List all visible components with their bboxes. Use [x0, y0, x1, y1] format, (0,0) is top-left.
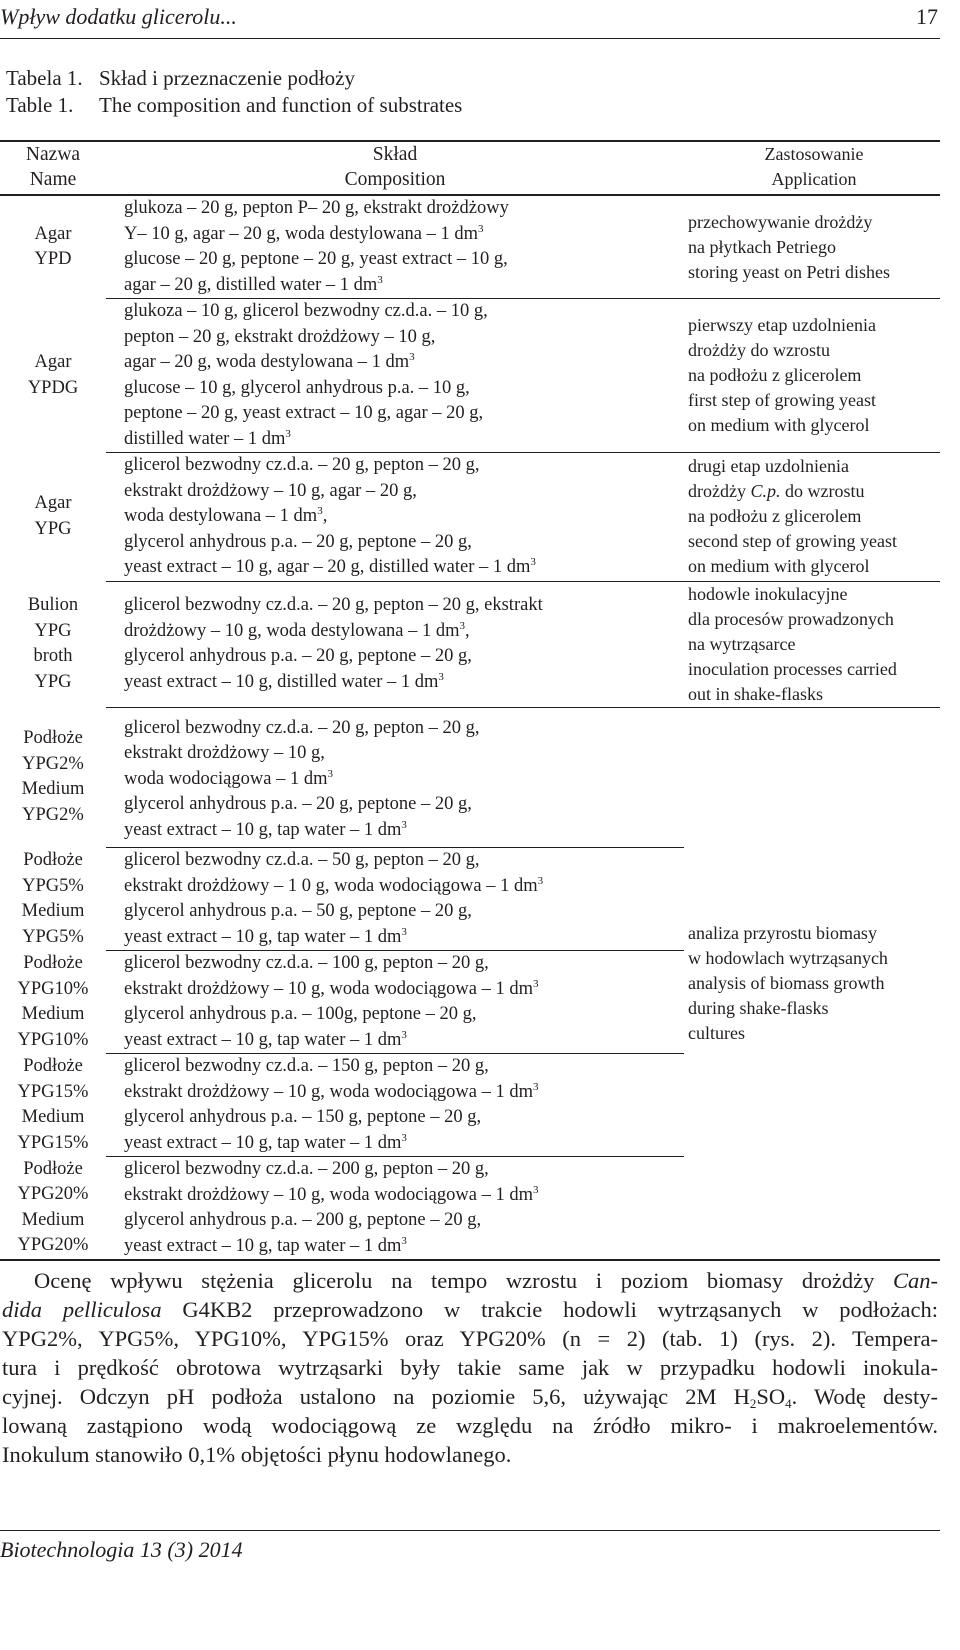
composition-line [124, 350, 684, 376]
name-line: Podłoże [23, 953, 83, 973]
table-row [0, 707, 940, 848]
name-line: Agar [34, 352, 72, 372]
composition-line [124, 555, 684, 581]
composition-text: yeast extract – 10 g, tap water – 1 dm [124, 1029, 402, 1050]
row-composition [106, 195, 684, 299]
composition-text: yeast extract – 10 g, tap water – 1 dm [124, 819, 402, 840]
composition-line: glukoza – 10 g, glicerol bezwodny cz.d.a. – 10 g, [124, 301, 488, 321]
row-application [684, 581, 940, 707]
composition-line: glicerol bezwodny cz.d.a. – 200 g, pepton – 20 g, [124, 1159, 489, 1179]
application-text: drożdży [688, 481, 751, 502]
composition-text: ekstrakt drożdżowy – 10 g, woda wodociągowa – 1 dm [124, 1184, 533, 1205]
composition-line: glucose – 20 g, peptone – 20 g, yeast extract – 10 g, [124, 249, 508, 269]
row-application [684, 195, 940, 299]
superscript: 3 [285, 427, 291, 440]
header-comp-pl: Skład [372, 144, 418, 165]
application-line: dla procesów prowadzonych [688, 608, 894, 629]
row-application [684, 453, 940, 582]
row-name [0, 951, 106, 1054]
name-line: YPDG [27, 377, 79, 398]
caption-label-pl: Tabela 1. [6, 66, 83, 90]
composition-line [124, 925, 684, 951]
table-row [0, 581, 940, 707]
superscript: 3 [532, 1183, 539, 1196]
name-line: YPG2% [22, 804, 84, 825]
composition-text: ekstrakt drożdżowy – 10 g, woda wodociągowa – 1 dm [124, 1081, 533, 1102]
application-line: first step of growing yeast [688, 390, 876, 410]
name-line: YPG10% [17, 978, 89, 999]
application-line: out in shake-flasks [688, 683, 823, 704]
composition-line [124, 504, 684, 530]
composition-line: glukoza – 20 g, pepton P– 20 g, ekstrakt drożdżowy [124, 198, 509, 218]
composition-line [124, 818, 684, 844]
composition-line: glycerol anhydrous p.a. – 100g, peptone – 20 g, [124, 1004, 477, 1024]
name-line: Podłoże [23, 1056, 83, 1076]
name-line: YPD [34, 249, 72, 270]
composition-line [124, 767, 684, 793]
shared-application [684, 707, 940, 1260]
composition-text: agar – 20 g, woda destylowana – 1 dm [124, 352, 410, 372]
composition-line: glycerol anhydrous p.a. – 50 g, peptone – 20 g, [124, 901, 472, 921]
name-line: YPG20% [17, 1184, 89, 1205]
composition-text: Y– 10 g, agar – 20 g, woda destylowana – 1 dm [124, 223, 479, 244]
table-header-row [0, 141, 940, 195]
composition-line: pepton – 20 g, ekstrakt drożdżowy – 10 g, [124, 326, 436, 347]
composition-line [124, 1183, 684, 1209]
superscript: 3 [438, 670, 444, 683]
superscript: 3 [532, 977, 539, 990]
row-name [0, 453, 106, 582]
name-line: Podłoże [23, 850, 83, 870]
composition-line: glycerol anhydrous p.a. – 150 g, peptone – 20 g, [124, 1107, 482, 1127]
row-name [0, 848, 106, 951]
name-line: YPG [34, 518, 72, 539]
composition-line [124, 1131, 684, 1157]
name-line: YPG20% [17, 1235, 89, 1256]
row-name [0, 1054, 106, 1157]
composition-line: glicerol bezwodny cz.d.a. – 50 g, pepton – 20 g, [124, 850, 480, 870]
composition-text: , [465, 620, 470, 641]
header-application [684, 141, 940, 195]
table-caption-en [6, 93, 462, 118]
row-composition [106, 453, 684, 582]
application-line: przechowywanie drożdży [688, 211, 873, 232]
table-caption-pl [6, 66, 355, 91]
name-line: YPG [34, 671, 72, 692]
row-composition [106, 707, 684, 848]
name-line: Podłoże [23, 728, 83, 749]
superscript: 3 [532, 1080, 539, 1093]
composition-line: glicerol bezwodny cz.d.a. – 100 g, pepton – 20 g, [124, 953, 489, 973]
superscript: 3 [537, 874, 544, 887]
application-line: storing yeast on Petri dishes [688, 261, 890, 282]
name-line: YPG15% [17, 1132, 89, 1153]
composition-line: glycerol anhydrous p.a. – 200 g, peptone – 20 g, [124, 1210, 482, 1230]
application-line: na podłożu z glicerolem [688, 365, 862, 385]
species-name: Can- [893, 1268, 938, 1293]
application-line: hodowle inokulacyjne [688, 583, 848, 604]
name-line: Medium [21, 779, 85, 800]
application-line: analiza przyrostu biomasy [688, 922, 877, 943]
paragraph-line: lowaną zastąpiono wodą wodociągową ze względu na źródło mikro- i makroelementów. [2, 1413, 938, 1438]
composition-text: distilled water – 1 dm [124, 428, 286, 449]
row-application [684, 299, 940, 453]
name-line: YPG5% [22, 926, 84, 947]
species-abbrev: C.p. [750, 481, 781, 502]
application-line: na podłożu z glicerolem [688, 506, 862, 527]
name-line: YPG10% [17, 1029, 89, 1050]
composition-line [124, 222, 684, 248]
composition-line: glycerol anhydrous p.a. – 20 g, peptone – 20 g, [124, 531, 472, 552]
application-line: on medium with glycerol [688, 415, 870, 435]
caption-text-pl: Skład i przeznaczenie podłoży [99, 66, 355, 90]
application-line: during shake-flasks [688, 997, 829, 1018]
composition-text: , [322, 506, 328, 526]
composition-line [124, 1080, 684, 1106]
caption-text-en: The composition and function of substrates [99, 93, 463, 117]
body-paragraph [2, 1266, 938, 1469]
name-line: Medium [21, 901, 85, 921]
row-name [0, 707, 106, 848]
subscript: 4 [785, 1396, 792, 1411]
composition-line: ekstrakt drożdżowy – 10 g, [124, 743, 325, 763]
row-composition [106, 848, 684, 951]
name-line: Agar [34, 493, 72, 514]
row-composition [106, 1054, 684, 1157]
composition-text: yeast extract – 10 g, tap water – 1 dm [124, 926, 402, 947]
composition-text: yeast extract – 10 g, tap water – 1 dm [124, 1235, 402, 1256]
superscript: 3 [401, 1234, 407, 1247]
name-line: Medium [21, 1209, 85, 1230]
superscript: 3 [401, 818, 407, 831]
table-row [0, 195, 940, 299]
composition-line: glicerol bezwodny cz.d.a. – 150 g, pepton – 20 g, [124, 1056, 489, 1076]
application-line: analysis of biomass growth [688, 972, 885, 993]
name-line: YPG [34, 620, 72, 641]
composition-text: yeast extract – 10 g, tap water – 1 dm [124, 1132, 402, 1153]
caption-label-en: Table 1. [6, 93, 74, 117]
composition-line [124, 977, 684, 1003]
application-line: drugi etap uzdolnienia [688, 456, 849, 477]
application-line: na płytkach Petriego [688, 236, 836, 257]
composition-line [124, 670, 684, 696]
row-composition [106, 951, 684, 1054]
application-line: cultures [688, 1022, 745, 1043]
composition-line [124, 619, 684, 645]
composition-text: ekstrakt drożdżowy – 10 g, woda wodociągowa – 1 dm [124, 978, 533, 999]
row-name [0, 1157, 106, 1261]
superscript: 3 [327, 767, 333, 780]
superscript: 3 [530, 555, 536, 568]
running-title: Wpływ dodatku glicerolu... [0, 4, 237, 29]
header-app-en: Application [771, 169, 857, 189]
superscript: 3 [401, 1028, 407, 1041]
paragraph-line: tura i prędkość obrotowa wytrząsarki były takie same jak w przypadku hodowli inokula- [2, 1355, 938, 1380]
composition-text: agar – 20 g, distilled water – 1 dm [124, 274, 378, 295]
name-line: Agar [34, 223, 72, 244]
row-composition [106, 581, 684, 707]
name-line: YPG2% [22, 753, 84, 774]
superscript: 3 [377, 273, 383, 286]
header-name [0, 141, 106, 195]
composition-line [124, 874, 684, 900]
table-row [0, 453, 940, 582]
footer-rule [0, 1530, 940, 1531]
composition-line: glucose – 10 g, glycerol anhydrous p.a. – 10 g, [124, 377, 470, 398]
journal-footer: Biotechnologia 13 (3) 2014 [0, 1537, 243, 1562]
page-number: 17 [916, 4, 938, 29]
paragraph-text: G4KB2 przeprowadzono w trakcie hodowli wytrząsanych w podłożach: [161, 1297, 938, 1322]
name-line: Podłoże [23, 1158, 83, 1179]
header-composition [106, 141, 684, 195]
application-line: inoculation processes carried [688, 658, 897, 679]
superscript: 3 [401, 1131, 407, 1144]
composition-line: glicerol bezwodny cz.d.a. – 20 g, pepton – 20 g, [124, 455, 480, 475]
paragraph-line: Inokulum stanowiło 0,1% objętości płynu hodowlanego. [2, 1442, 512, 1467]
subscript: 2 [749, 1396, 757, 1411]
paragraph-line [2, 1295, 938, 1324]
row-composition [106, 299, 684, 453]
name-line: broth [33, 646, 73, 666]
application-line: na wytrząsarce [688, 633, 796, 654]
composition-line [124, 1028, 684, 1054]
header-name-pl: Nazwa [25, 144, 81, 165]
paragraph-text: cyjnej. Odczyn pH podłoża ustalono na poziomie 5,6, używając 2M H [2, 1384, 750, 1409]
composition-line [124, 427, 684, 453]
superscript: 3 [478, 222, 484, 235]
composition-text: yeast extract – 10 g, agar – 20 g, distilled water – 1 dm [124, 557, 531, 577]
substrates-table [0, 140, 940, 1261]
header-app-pl: Zastosowanie [764, 144, 864, 164]
composition-line [124, 273, 684, 299]
paragraph-text: Ocenę wpływu stężenia glicerolu na tempo wzrostu i poziom biomasy drożdży [34, 1268, 893, 1293]
application-line: drożdży do wzrostu [688, 340, 830, 360]
row-name [0, 581, 106, 707]
header-comp-en: Composition [344, 169, 446, 190]
composition-line: peptone – 20 g, yeast extract – 10 g, agar – 20 g, [124, 403, 484, 423]
paragraph-text: SO [756, 1384, 786, 1409]
composition-line: glycerol anhydrous p.a. – 20 g, peptone – 20 g, [124, 646, 472, 666]
header-name-en: Name [29, 169, 77, 190]
superscript: 3 [409, 350, 415, 363]
header-rule [0, 38, 940, 39]
composition-line: glycerol anhydrous p.a. – 20 g, peptone – 20 g, [124, 794, 472, 814]
composition-text: woda wodociągowa – 1 dm [124, 768, 328, 789]
row-composition [106, 1157, 684, 1261]
paragraph-line [2, 1266, 938, 1295]
table-row [0, 299, 940, 453]
application-line: w hodowlach wytrząsanych [688, 947, 888, 968]
paragraph-line [2, 1382, 938, 1411]
application-line: on medium with glycerol [688, 556, 870, 577]
application-line: second step of growing yeast [688, 531, 897, 552]
species-name: dida pelliculosa [2, 1297, 162, 1322]
name-line: YPG5% [22, 875, 84, 896]
name-line: Bulion [27, 595, 79, 615]
application-line [688, 479, 940, 504]
composition-text: woda destylowana – 1 dm [124, 506, 318, 526]
name-line: Medium [21, 1004, 85, 1024]
application-line: pierwszy etap uzdolnienia [688, 315, 876, 335]
paragraph-line: YPG2%, YPG5%, YPG10%, YPG15% oraz YPG20% (n = 2) (tab. 1) (rys. 2). Tempera- [2, 1326, 938, 1351]
application-text: do wzrostu [780, 481, 865, 502]
composition-text: ekstrakt drożdżowy – 1 0 g, woda wodociągowa – 1 dm [124, 875, 538, 896]
name-line: YPG15% [17, 1081, 89, 1102]
composition-line [124, 1234, 684, 1260]
row-name [0, 299, 106, 453]
superscript: 3 [401, 925, 407, 938]
composition-line: glicerol bezwodny cz.d.a. – 20 g, pepton – 20 g, ekstrakt [124, 595, 543, 615]
superscript: 3 [317, 504, 323, 517]
superscript: 3 [459, 619, 466, 632]
name-line: Medium [21, 1107, 85, 1127]
composition-text: yeast extract – 10 g, distilled water – 1 dm [124, 671, 439, 692]
composition-line: glicerol bezwodny cz.d.a. – 20 g, pepton – 20 g, [124, 717, 480, 738]
composition-line: ekstrakt drożdżowy – 10 g, agar – 20 g, [124, 480, 417, 501]
row-name [0, 195, 106, 299]
paragraph-text: . Wodę desty- [791, 1384, 938, 1409]
composition-text: drożdżowy – 10 g, woda destylowana – 1 dm [124, 620, 460, 641]
